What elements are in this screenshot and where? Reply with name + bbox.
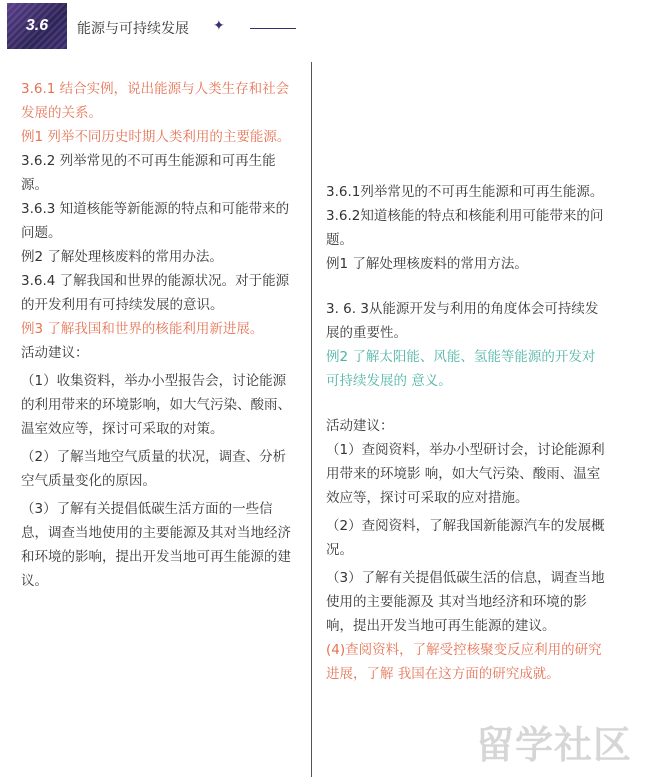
right-item-5: 例2 了解太阳能、风能、氢能等能源的开发对可持续发展的 意义。 bbox=[326, 349, 596, 389]
left-item-9: （1）收集资料，举办小型报告会，讨论能源的利用带来的环境影响，如大气污染、酸雨、温室效应等，探讨可采取的对策。 bbox=[21, 373, 291, 437]
left-item-8: 活动建议： bbox=[21, 345, 89, 361]
right-item-3: 例1 了解处理核废料的常用方法。 bbox=[326, 256, 528, 272]
watermark-logo bbox=[470, 704, 647, 777]
left-item-11: （3）了解有关提倡低碳生活方面的一些信息，调查当地使用的主要能源及其对当地经济和环境的影响，提出开发当地可再生能源的建议。 bbox=[21, 501, 291, 589]
section-number-badge bbox=[7, 3, 67, 49]
left-column bbox=[21, 77, 299, 593]
right-item-6: 活动建议： bbox=[326, 418, 394, 434]
left-item-6: 3.6.4 了解我国和世界的能源状况。对于能源的开发利用有可持续发展的意识。 bbox=[21, 273, 290, 313]
right-item-8: （2）查阅资料，了解我国新能源汽车的发展概况。 bbox=[326, 518, 605, 558]
star-icon: ✦ bbox=[213, 18, 225, 34]
section-title: 能源与可持续发展 bbox=[77, 21, 189, 37]
column-divider bbox=[311, 62, 312, 777]
left-item-7: 例3 了解我国和世界的核能利用新进展。 bbox=[21, 321, 264, 337]
left-item-10: （2）了解当地空气质量的状况，调查、分析空气质量变化的原因。 bbox=[21, 449, 287, 489]
watermark-text: 留学社区 bbox=[476, 723, 633, 767]
right-item-2: 3.6.2知道核能的特点和核能利用可能带来的问题。 bbox=[326, 208, 604, 248]
left-item-3: 3.6.2 列举常见的不可再生能源和可再生能源。 bbox=[21, 153, 276, 193]
header-rule bbox=[250, 28, 296, 29]
right-item-1: 3.6.1列举常见的不可再生能源和可再生能源。 bbox=[326, 184, 604, 200]
right-item-7: （1）查阅资料，举办小型研讨会，讨论能源利用带来的环境影 响，如大气污染、酸雨、温室效应等，探讨可采取的应对措施。 bbox=[326, 442, 605, 506]
right-item-4: 3. 6. 3从能源开发与利用的角度体会可持续发展的重要性。 bbox=[326, 301, 599, 341]
left-item-4: 3.6.3 知道核能等新能源的特点和可能带来的问题。 bbox=[21, 201, 290, 241]
right-column bbox=[326, 180, 608, 686]
left-item-2: 例1 列举不同历史时期人类利用的主要能源。 bbox=[21, 129, 291, 145]
section-header bbox=[0, 0, 647, 55]
section-number: 3.6 bbox=[25, 17, 49, 34]
right-item-9: （3）了解有关提倡低碳生活的信息，调查当地使用的主要能源及 其对当地经济和环境的影响，提出开发当地可再生能源的建议。 bbox=[326, 570, 605, 634]
right-item-10: (4)查阅资料，了解受控核聚变反应利用的研究进展，了解 我国在这方面的研究成就。 bbox=[326, 642, 602, 682]
left-item-1: 3.6.1 结合实例，说出能源与人类生存和社会发展的关系。 bbox=[21, 81, 290, 121]
left-item-5: 例2 了解处理核废料的常用办法。 bbox=[21, 249, 223, 265]
